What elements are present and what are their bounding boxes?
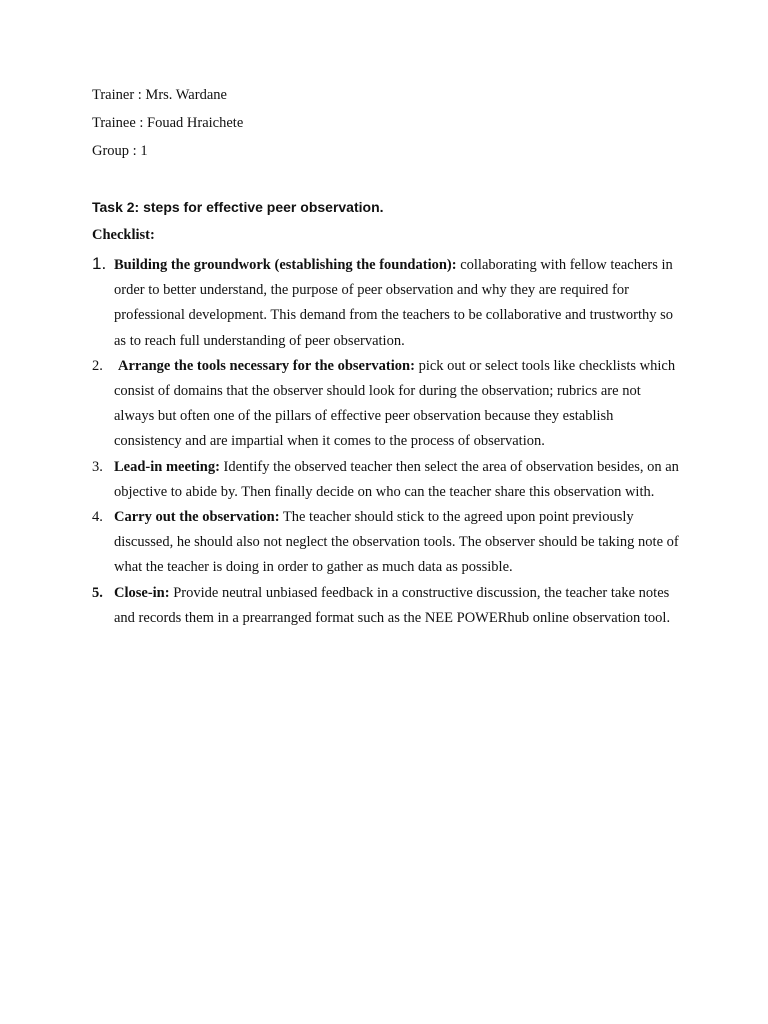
step-number: 5.: [92, 584, 103, 601]
step-number: 2.: [92, 357, 103, 374]
step-text: Identify the observed teacher then select the area of observation besides, on an objective to abide by. Then finally decide on who can the teacher share this observation with.: [114, 458, 679, 500]
step-heading: Arrange the tools necessary for the observation:: [118, 357, 415, 374]
step-text: collaborating with fellow teachers in order to better understand, the purpose of peer observation and why they are required for professional development. This demand from the teachers to be collaborative and trustworthy so as to reach full understanding of peer observation.: [114, 257, 674, 349]
checklist-steps: [92, 253, 682, 631]
step-text: pick out or select tools like checklists which consist of domains that the observer should look for during the observation; rubrics are not always but often one of the pillars of effective peer observation because they establish consistency and are impartial when it comes to the process of observation.: [114, 357, 676, 450]
step-number: 1.: [92, 254, 107, 273]
checklist-step: [92, 455, 682, 505]
step-heading: Carry out the observation:: [114, 509, 280, 526]
checklist-step: [92, 354, 682, 455]
group-line: Group : 1: [92, 143, 148, 159]
step-number: 4.: [92, 509, 103, 526]
step-heading: Building the groundwork (establishing the foundation):: [114, 257, 457, 273]
checklist-step: [92, 253, 682, 354]
trainer-line: Trainer : Mrs. Wardane: [92, 87, 227, 103]
step-text: The teacher should stick to the agreed upon point previously discussed, he should also not neglect the observation tools. The observer should be taking note of what the teacher is doing in order to gather as much data as possible.: [114, 509, 679, 576]
trainee-line: Trainee : Fouad Hraichete: [92, 115, 244, 131]
checklist-step: [92, 505, 682, 581]
step-text: Provide neutral unbiased feedback in a constructive discussion, the teacher take notes and records them in a prearranged format such as the NEE POWERhub online observation tool.: [114, 584, 671, 626]
step-number: 3.: [92, 458, 103, 475]
task-title: Task 2: steps for effective peer observation.: [92, 199, 384, 215]
checklist-step: [92, 581, 682, 631]
checklist-label: Checklist:: [92, 227, 155, 243]
step-heading: Close-in:: [114, 584, 170, 601]
step-heading: Lead-in meeting:: [114, 458, 220, 475]
